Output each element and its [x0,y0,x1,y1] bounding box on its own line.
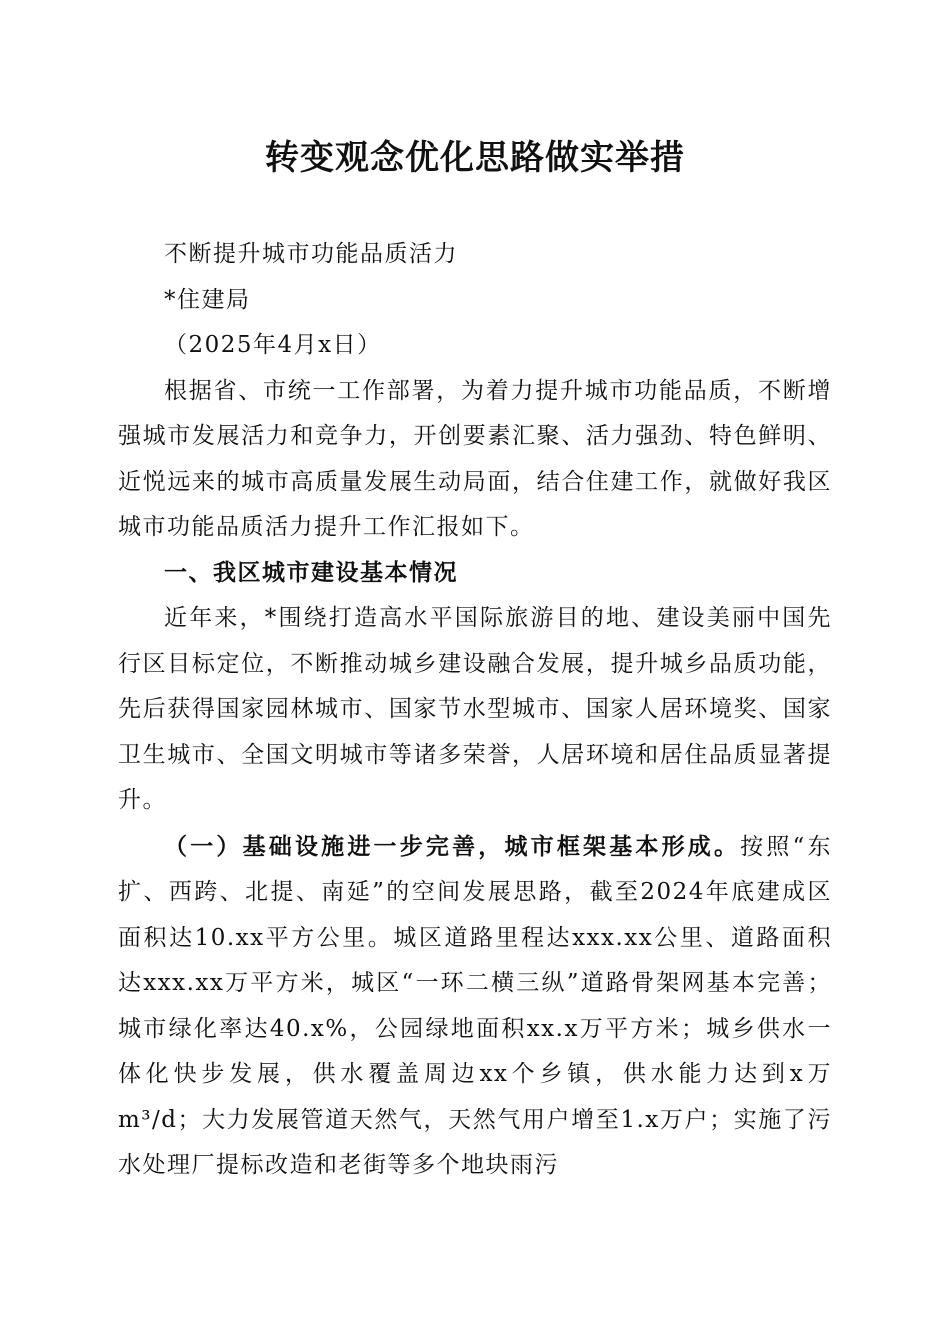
document-author: *住建局 [164,286,251,313]
section-paragraph: 近年来，*围绕打造高水平国际旅游目的地、建设美丽中国先行区目标定位，不断推动城乡建设融合发展，提升城乡品质功能，先后获得国家园林城市、国家节水型城市、国家人居环境奖、国家卫生城市、全国文明城市等诸多荣誉，人居环境和居住品质显著提升。 [118,605,832,813]
document-body [118,232,832,1189]
document-date: （2025年4月x日） [164,332,382,358]
subsection-text: 按照“东扩、西跨、北提、南延”的空间发展思路，截至2024年底建成区面积达10.xx平方公里。城区道路里程达xxx.xx公里、道路面积达xxx.xx万平方米，城区“一环二横三纵”道路骨架网基本完善；城市绿化率达40.x%，公园绿地面积xx.x万平方米；城乡供水一体化快步发展，供水覆盖周边xx个乡镇，供水能力达到x万m³/d；大力发展管道天然气，天然气用户增至1.x万户；实施了污水处理厂提标改造和老街等多个地块雨污 [118,833,832,1178]
section-heading: 一、我区城市建设基本情况 [164,559,458,586]
subsection-paragraph [118,824,832,1189]
document-title: 转变观念优化思路做实举措 [265,138,685,178]
subsection-lead: （一）基础设施进一步完善，城市框架基本形成。 [164,832,741,860]
document-subtitle: 不断提升城市功能品质活力 [164,241,458,267]
intro-paragraph: 根据省、市统一工作部署，为着力提升城市功能品质，不断增强城市发展活力和竞争力，开创要素汇聚、活力强劲、特色鲜明、近悦远来的城市高质量发展生动局面，结合住建工作，就做好我区城市功能品质活力提升工作汇报如下。 [118,377,832,540]
